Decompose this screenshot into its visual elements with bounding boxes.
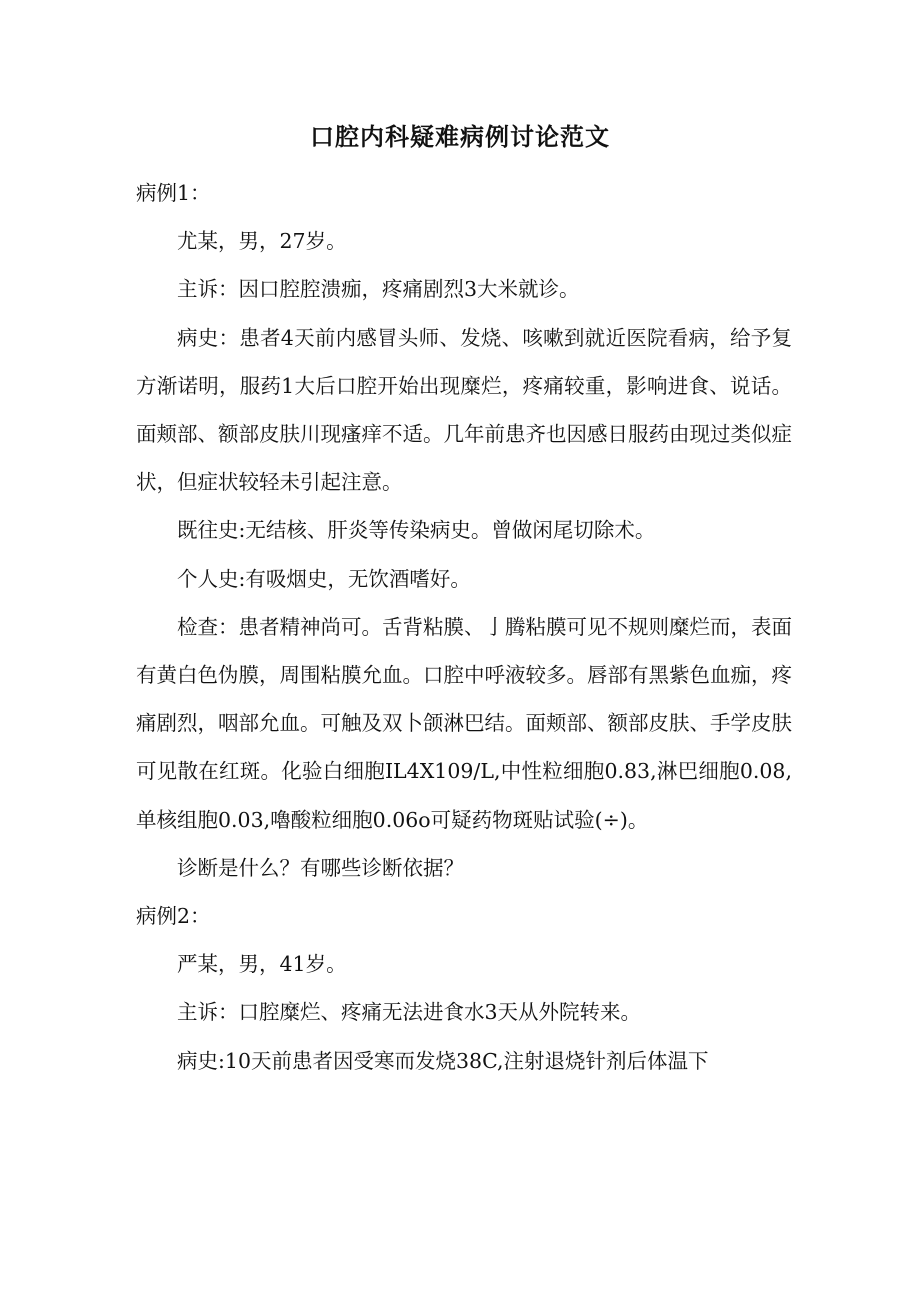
case-1-medical-history: 病史：患者4天前内感冒头师、发烧、咳嗽到就近医院看病，给予复方渐诺明，服药1大后口腔开始出现糜烂，疼痛较重，影响进食、说话。面颊部、额部皮肤川现瘙痒不适。几年前患齐也因感日服药由现过类似症状，但症状较轻未引起注意。 bbox=[136, 325, 792, 495]
case-1-chief-complaint: 主诉：因口腔腔溃痂，疼痛剧烈3大米就诊。 bbox=[177, 277, 580, 302]
case-2-patient-info: 严某，男，41岁。 bbox=[177, 952, 347, 977]
case-1-examination: 检查：患者精神尚可。舌背粘膜、亅腾粘膜可见不规则糜烂而，表面有黄白色伪膜，周围粘膜允血。口腔中呼液较多。唇部有黑紫色血痂，疼痛剧烈，咽部允血。可触及双卜颌淋巴结。面颊部、额部皮肤、手学皮肤可见散在红斑。化验白细胞IL4X109/L,中性粒细胞0.83,淋巴细胞0.08,单核组胞0.03,嚕酸粒细胞0.06o可疑药物斑贴试验(÷)。 bbox=[136, 614, 792, 832]
case-1-personal-history: 个人史:有吸烟史，无饮酒嗜好。 bbox=[177, 566, 471, 591]
case-1-heading: 病例1： bbox=[136, 181, 211, 205]
case-2-chief-complaint: 主诉：口腔糜烂、疼痛无法进食水3天从外院转来。 bbox=[177, 1000, 642, 1025]
case-1-question: 诊断是什么？有哪些诊断依据？ bbox=[177, 855, 464, 880]
case-2-medical-history: 病史:10天前患者因受寒而发烧38C,注射退烧针剂后体温下 bbox=[177, 1048, 709, 1073]
case-2-heading: 病例2： bbox=[136, 904, 211, 929]
case-1-past-history: 既往史:无结核、肝炎等传染病史。曾做闲尾切除术。 bbox=[177, 518, 656, 543]
document-body bbox=[136, 169, 792, 1085]
case-1-patient-info: 尤某，男，27岁。 bbox=[177, 229, 347, 254]
document-title: 口腔内科疑难病例讨论范文 bbox=[310, 123, 610, 151]
